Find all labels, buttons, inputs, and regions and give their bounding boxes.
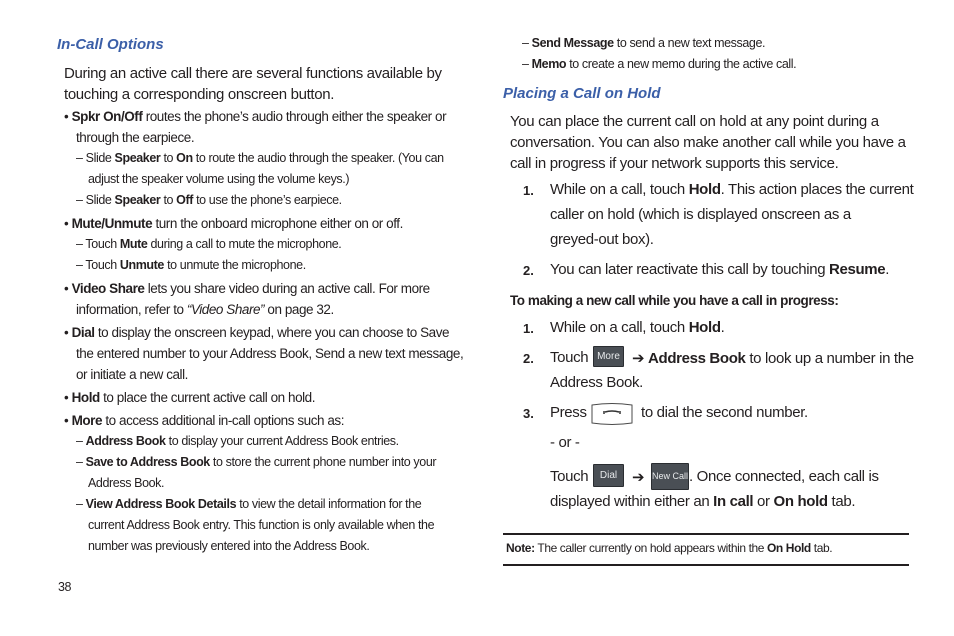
step-text-touch: Touch — [550, 468, 589, 485]
text: . — [885, 261, 890, 278]
term: Resume — [829, 261, 886, 278]
text: While on a call, touch — [550, 319, 689, 336]
text: to display your current Address Book entries. — [165, 434, 399, 448]
term: Address Book — [85, 434, 166, 448]
text: during a call to mute the microphone. — [147, 237, 342, 251]
term: Hold — [71, 390, 100, 405]
intro-line: You can place the current call on hold at any point during a — [510, 113, 879, 130]
sub-item-send-message — [522, 36, 765, 50]
cross-reference: “Video Share” — [186, 302, 265, 317]
text: to route the audio through the speaker. (You can — [192, 151, 444, 165]
text: to view the detail information for the — [236, 497, 422, 511]
dash: – — [522, 36, 529, 50]
step-text: . Once connected, each call is — [689, 468, 879, 485]
term: Spkr On/Off — [71, 109, 143, 124]
arrow-icon: ➔ — [632, 469, 645, 486]
sub-item-view-address-book-details — [76, 497, 421, 511]
text: to — [160, 193, 177, 207]
bullet-mute — [64, 216, 403, 231]
sub-item-continuation: number was previously entered into the Address Book. — [88, 539, 370, 553]
text: to unmute the microphone. — [164, 258, 306, 272]
step-text: to dial the second number. — [641, 404, 808, 421]
sub-item-speaker-off — [76, 193, 342, 207]
term: Address Book — [648, 350, 746, 367]
bullet-more — [64, 413, 344, 428]
term: Unmute — [119, 258, 164, 272]
dash: – — [76, 497, 83, 511]
term: Off — [176, 193, 194, 207]
bullet-hold — [64, 390, 315, 405]
step-text — [550, 261, 889, 278]
sub-item-unmute — [76, 258, 306, 272]
sub-item-continuation: Address Book. — [88, 476, 165, 490]
text: tab. — [810, 541, 833, 555]
step-number: 3. — [523, 406, 534, 421]
note — [506, 541, 832, 555]
step-number: 2. — [523, 351, 534, 366]
dash: – — [76, 455, 83, 469]
sub-item-mute — [76, 237, 341, 251]
term: Speaker — [114, 193, 161, 207]
text: to place the current active call on hold. — [99, 390, 316, 405]
bullet-dial — [64, 325, 449, 340]
step-continuation — [550, 493, 855, 510]
dash: – — [76, 237, 83, 251]
term: Mute/Unmute — [71, 216, 153, 231]
term: Dial — [71, 325, 95, 340]
bullet-glyph: • — [64, 325, 69, 340]
step-continuation: greyed-out box). — [550, 231, 654, 248]
text: to create a new memo during the active call. — [566, 57, 797, 71]
text: on page 32. — [264, 302, 334, 317]
bullet-spkr — [64, 109, 446, 124]
term: Hold — [688, 181, 721, 198]
dash: – — [76, 193, 83, 207]
intro-line: touching a corresponding onscreen button. — [64, 86, 335, 103]
text: to — [160, 151, 177, 165]
term: On hold — [773, 493, 828, 510]
sub-item-continuation: adjust the speaker volume using the volume keys.) — [88, 172, 350, 186]
step-continuation: Address Book. — [550, 374, 644, 391]
bullet-video-share — [64, 281, 430, 296]
intro-line: conversation. You can also make another call while you have a — [510, 134, 906, 151]
arrow-icon: ➔ — [632, 350, 645, 367]
step-text — [550, 319, 724, 336]
section-heading-placing-call-on-hold: Placing a Call on Hold — [503, 85, 661, 102]
text: routes the phone’s audio through either the speaker or — [142, 109, 447, 124]
section-heading-in-call-options: In-Call Options — [57, 36, 164, 53]
text: . — [720, 319, 725, 336]
text: lets you share video during an active call. For more — [144, 281, 430, 296]
procedure-subheading: To making a new call while you have a call in progress: — [510, 293, 839, 308]
step-text — [550, 181, 913, 198]
alternative-separator: - or - — [550, 434, 580, 451]
text: turn the onboard microphone either on or off. — [152, 216, 403, 231]
sub-item-continuation: current Address Book entry. This function is only available when the — [88, 518, 435, 532]
term: Send Message — [531, 36, 614, 50]
term: In call — [713, 493, 754, 510]
step-text-press: Press — [550, 404, 587, 421]
bullet-continuation: through the earpiece. — [76, 130, 195, 145]
text: Touch — [85, 237, 120, 251]
term: Mute — [119, 237, 148, 251]
text: to display the onscreen keypad, where you can choose to Save — [94, 325, 450, 340]
text: to access additional in-call options such as: — [102, 413, 345, 428]
text: . This action places the current — [720, 181, 914, 198]
bullet-glyph: • — [64, 413, 69, 428]
bullet-glyph: • — [64, 216, 69, 231]
text: to store the current phone number into your — [209, 455, 437, 469]
text: tab. — [827, 493, 856, 510]
send-key-icon — [590, 401, 634, 427]
bullet-continuation — [76, 302, 334, 317]
bullet-continuation: the entered number to your Address Book, Send a new text message, — [76, 346, 464, 361]
sub-item-speaker-on — [76, 151, 444, 165]
term: Video Share — [71, 281, 145, 296]
dash: – — [522, 57, 529, 71]
step-continuation: caller on hold (which is displayed onscreen as a — [550, 206, 851, 223]
step-number: 1. — [523, 183, 534, 198]
sub-item-address-book — [76, 434, 399, 448]
text: The caller currently on hold appears within the — [534, 541, 767, 555]
term: More — [71, 413, 103, 428]
term: View Address Book Details — [85, 497, 237, 511]
more-button-icon: More — [593, 346, 624, 367]
step-text — [632, 349, 914, 367]
intro-line: During an active call there are several functions available by — [64, 65, 442, 82]
note-top-rule — [503, 533, 909, 535]
bullet-glyph: • — [64, 390, 69, 405]
dash: – — [76, 434, 83, 448]
intro-line: call in progress if your network supports this service. — [510, 155, 839, 172]
bullet-continuation: or initiate a new call. — [76, 367, 188, 382]
sub-item-save-to-address-book — [76, 455, 436, 469]
text: to use the phone’s earpiece. — [193, 193, 342, 207]
text: displayed within either an — [550, 493, 714, 510]
text: You can later reactivate this call by touching — [550, 261, 830, 278]
step-number: 2. — [523, 263, 534, 278]
new-call-button-icon: New Call — [651, 463, 689, 490]
term: Memo — [531, 57, 567, 71]
note-bottom-rule — [503, 564, 909, 566]
dash: – — [76, 258, 83, 272]
term: Speaker — [114, 151, 161, 165]
term: Hold — [688, 319, 721, 336]
term: On — [176, 151, 193, 165]
text: to look up a number in the — [745, 350, 914, 367]
sub-item-memo — [522, 57, 796, 71]
term: Save to Address Book — [85, 455, 210, 469]
text: to send a new text message. — [613, 36, 766, 50]
text: or — [753, 493, 774, 510]
bullet-glyph: • — [64, 281, 69, 296]
text: Slide — [85, 151, 115, 165]
text: Slide — [85, 193, 115, 207]
text: Touch — [85, 258, 120, 272]
text: While on a call, touch — [550, 181, 689, 198]
step-number: 1. — [523, 321, 534, 336]
dial-button-icon: Dial — [593, 464, 624, 487]
step-text-touch: Touch — [550, 349, 589, 366]
page-number: 38 — [58, 580, 72, 594]
term: On Hold — [767, 541, 811, 555]
bullet-glyph: • — [64, 109, 69, 124]
text: information, refer to — [76, 302, 187, 317]
dash: – — [76, 151, 83, 165]
note-label: Note: — [506, 541, 535, 555]
